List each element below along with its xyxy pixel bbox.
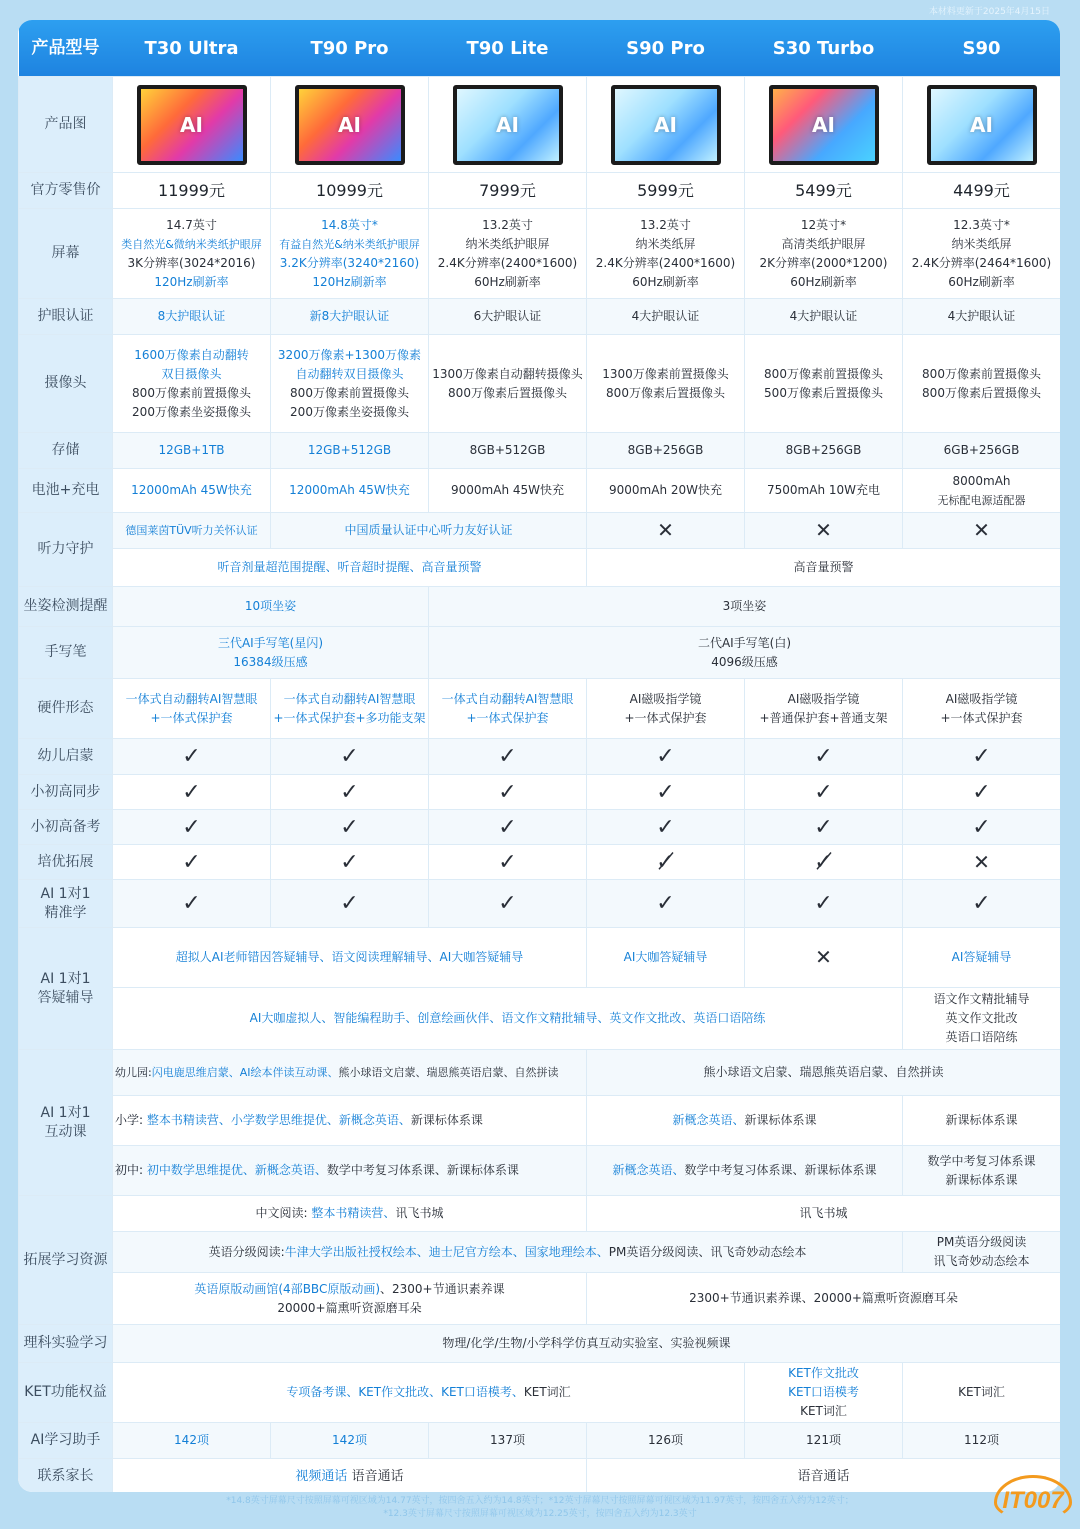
check-mark: ✓ xyxy=(745,739,903,775)
eye-cert-cell: 4大护眼认证 xyxy=(587,299,745,335)
row-label-screen: 屏幕 xyxy=(19,209,113,299)
posture-row xyxy=(19,587,1061,627)
row-label-eye: 护眼认证 xyxy=(19,299,113,335)
form-cell: AI磁吸指学镜 +一体式保护套 xyxy=(903,679,1061,739)
row-label-sync: 小初高同步 xyxy=(19,775,113,810)
camera-row xyxy=(19,335,1061,433)
row-label-ket: KET功能权益 xyxy=(19,1363,113,1423)
update-note: 本材料更新于2025年4月15日 xyxy=(928,7,1050,17)
check-mark: ✓ xyxy=(745,810,903,845)
spec-comparison-card xyxy=(18,20,1060,1492)
resources-chinese-a: 中文阅读: 整本书精读营、讯飞书城 xyxy=(113,1196,587,1232)
camera-cell: 800万像素前置摄像头 500万像素后置摄像头 xyxy=(745,335,903,433)
tablet-image: AI xyxy=(769,85,879,165)
row-label-price: 官方零售价 xyxy=(19,173,113,209)
check-mark: ✓ xyxy=(429,880,587,928)
price-cell: 4499元 xyxy=(903,173,1061,209)
battery-cell: 12000mAh 45W快充 xyxy=(113,469,271,513)
check-mark: ✓ xyxy=(903,810,1061,845)
price-cell: 10999元 xyxy=(271,173,429,209)
check-mark: ✓ xyxy=(903,739,1061,775)
screen-cell: 14.7英寸 类自然光&微纳米类纸护眼屏 3K分辨率(3024*2016) 120Hz刷新率 xyxy=(113,209,271,299)
hearing-alert-b: 高音量预警 xyxy=(587,549,1061,587)
battery-cell: 9000mAh 45W快充 xyxy=(429,469,587,513)
storage-row xyxy=(19,433,1061,469)
check-mark: ✓ xyxy=(271,739,429,775)
ai-class-row-3 xyxy=(19,1146,1061,1196)
resources-english-a: 英语分级阅读:牛津大学出版社授权绘本、迪士尼官方绘本、国家地理绘本、PM英语分级阅读、讯飞奇妙动态绘本 xyxy=(113,1232,903,1273)
ai-qa-row-1 xyxy=(19,928,1061,988)
tablet-image: AI xyxy=(295,85,405,165)
check-mark: ✓ xyxy=(745,775,903,810)
ai-class-row-1 xyxy=(19,1050,1061,1096)
model-label: 产品型号 xyxy=(19,20,113,77)
ket-row xyxy=(19,1363,1061,1423)
eye-cert-cell: 6大护眼认证 xyxy=(429,299,587,335)
storage-cell: 12GB+1TB xyxy=(113,433,271,469)
row-label-battery: 电池+充电 xyxy=(19,469,113,513)
ket-a: 专项备考课、KET作文批改、KET口语模考、KET词汇 xyxy=(113,1363,745,1423)
row-label-extend: 培优拓展 xyxy=(19,845,113,880)
cross-mark: ✕ xyxy=(745,928,903,988)
resources-english-b: PM英语分级阅读 讯飞奇妙动态绘本 xyxy=(903,1232,1061,1273)
extend-row xyxy=(19,845,1061,880)
spec-table xyxy=(18,20,1060,1492)
ai-class-primary-a: 小学: 整本书精读营、小学数学思维提优、新概念英语、新课标体系课 xyxy=(113,1096,587,1146)
camera-cell: 1600万像素自动翻转 双目摄像头 800万像素前置摄像头 200万像素坐姿摄像头 xyxy=(113,335,271,433)
partial-check-mark: ✓̸ xyxy=(587,845,745,880)
check-mark: ✓ xyxy=(429,775,587,810)
resources-row-1 xyxy=(19,1196,1061,1232)
header-row xyxy=(19,20,1061,77)
ai-qa-b: AI大咖答疑辅导 xyxy=(587,928,745,988)
check-mark: ✓ xyxy=(429,739,587,775)
row-label-hearing: 听力守护 xyxy=(19,513,113,587)
row-label-form: 硬件形态 xyxy=(19,679,113,739)
science-cell: 物理/化学/生物/小学科学仿真互动实验室、实验视频课 xyxy=(113,1325,1061,1363)
check-mark: ✓ xyxy=(587,775,745,810)
product-image-cell xyxy=(745,77,903,173)
check-mark: ✓ xyxy=(271,845,429,880)
screen-cell: 14.8英寸* 有益自然光&纳米类纸护眼屏 3.2K分辨率(3240*2160) 120Hz刷新率 xyxy=(271,209,429,299)
ai-class-kinder-a: 幼儿园:闪电鹿思维启蒙、AI绘本伴读互动课、熊小球语文启蒙、瑞恩熊英语启蒙、自然拼读 xyxy=(113,1050,587,1096)
resources-chinese-b: 讯飞书城 xyxy=(587,1196,1061,1232)
eye-cert-cell: 新8大护眼认证 xyxy=(271,299,429,335)
assistant-cell: 126项 xyxy=(587,1423,745,1459)
screen-row xyxy=(19,209,1061,299)
price-cell: 11999元 xyxy=(113,173,271,209)
ai-qa-c: AI答疑辅导 xyxy=(903,928,1061,988)
assistant-cell: 142项 xyxy=(271,1423,429,1459)
battery-row xyxy=(19,469,1061,513)
check-mark: ✓ xyxy=(113,880,271,928)
check-mark: ✓ xyxy=(903,775,1061,810)
ai-class-middle-c: 数学中考复习体系课 新课标体系课 xyxy=(903,1146,1061,1196)
exam-row xyxy=(19,810,1061,845)
camera-cell: 1300万像素前置摄像头 800万像素后置摄像头 xyxy=(587,335,745,433)
posture-b: 3项坐姿 xyxy=(429,587,1061,627)
tablet-image: AI xyxy=(927,85,1037,165)
check-mark: ✓ xyxy=(587,810,745,845)
row-label-pen: 手写笔 xyxy=(19,627,113,679)
check-mark: ✓ xyxy=(587,739,745,775)
check-mark: ✓ xyxy=(271,775,429,810)
ai-class-primary-c: 新课标体系课 xyxy=(903,1096,1061,1146)
pen-b: 二代AI手写笔(白) 4096级压感 xyxy=(429,627,1061,679)
ai-qa-row-2 xyxy=(19,988,1061,1050)
eye-cert-cell: 8大护眼认证 xyxy=(113,299,271,335)
price-cell: 5499元 xyxy=(745,173,903,209)
posture-a: 10项坐姿 xyxy=(113,587,429,627)
early-row xyxy=(19,739,1061,775)
resources-video-b: 2300+节通识素养课、20000+篇熏听资源磨耳朵 xyxy=(587,1273,1061,1325)
screen-cell: 12英寸* 高清类纸护眼屏 2K分辨率(2000*1200) 60Hz刷新率 xyxy=(745,209,903,299)
form-cell: 一体式自动翻转AI智慧眼 +一体式保护套+多功能支架 xyxy=(271,679,429,739)
ai-class-row-2 xyxy=(19,1096,1061,1146)
storage-cell: 8GB+256GB xyxy=(745,433,903,469)
hearing-row-2 xyxy=(19,549,1061,587)
row-label-image: 产品图 xyxy=(19,77,113,173)
price-cell: 5999元 xyxy=(587,173,745,209)
form-cell: AI磁吸指学镜 +一体式保护套 xyxy=(587,679,745,739)
storage-cell: 6GB+256GB xyxy=(903,433,1061,469)
ket-c: KET词汇 xyxy=(903,1363,1061,1423)
ai-qa-a: 超拟人AI老师错因答疑辅导、语文阅读理解辅导、AI大咖答疑辅导 xyxy=(113,928,587,988)
row-label-early: 幼儿启蒙 xyxy=(19,739,113,775)
assistant-cell: 121项 xyxy=(745,1423,903,1459)
row-label-posture: 坐姿检测提醒 xyxy=(19,587,113,627)
check-mark: ✓ xyxy=(429,810,587,845)
check-mark: ✓ xyxy=(271,810,429,845)
resources-row-2 xyxy=(19,1232,1061,1273)
camera-cell: 800万像素前置摄像头 800万像素后置摄像头 xyxy=(903,335,1061,433)
model-s90: S90 xyxy=(903,20,1061,77)
it007-logo: IT007 xyxy=(994,1475,1072,1521)
partial-check-mark: ✓̸ xyxy=(745,845,903,880)
ket-b: KET作文批改 KET口语模考 KET词汇 xyxy=(745,1363,903,1423)
assistant-cell: 142项 xyxy=(113,1423,271,1459)
row-label-ai-class: AI 1对1 互动课 xyxy=(19,1050,113,1196)
cross-mark: ✕ xyxy=(745,513,903,549)
check-mark: ✓ xyxy=(113,810,271,845)
ai-qa-d: AI大咖虚拟人、智能编程助手、创意绘画伙伴、语文作文精批辅导、英文作文批改、英语口语陪练 xyxy=(113,988,903,1050)
form-row xyxy=(19,679,1061,739)
pen-row xyxy=(19,627,1061,679)
tablet-image: AI xyxy=(453,85,563,165)
screen-cell: 13.2英寸 纳米类纸屏 2.4K分辨率(2400*1600) 60Hz刷新率 xyxy=(587,209,745,299)
hearing-row-1 xyxy=(19,513,1061,549)
ai-class-middle-a: 初中: 初中数学思维提优、新概念英语、数学中考复习体系课、新课标体系课 xyxy=(113,1146,587,1196)
camera-cell: 1300万像素自动翻转摄像头 800万像素后置摄像头 xyxy=(429,335,587,433)
eye-cert-cell: 4大护眼认证 xyxy=(903,299,1061,335)
pen-a: 三代AI手写笔(星闪) 16384级压感 xyxy=(113,627,429,679)
battery-cell: 12000mAh 45W快充 xyxy=(271,469,429,513)
storage-cell: 12GB+512GB xyxy=(271,433,429,469)
contact-b: 语音通话 xyxy=(587,1459,1061,1493)
product-image-cell xyxy=(903,77,1061,173)
row-label-ai-qa: AI 1对1 答疑辅导 xyxy=(19,928,113,1050)
form-cell: AI磁吸指学镜 +普通保护套+普通支架 xyxy=(745,679,903,739)
cross-mark: ✕ xyxy=(903,845,1061,880)
battery-cell: 7500mAh 10W充电 xyxy=(745,469,903,513)
hearing-cert-a: 德国莱茵TÜV听力关怀认证 xyxy=(113,513,271,549)
image-row xyxy=(19,77,1061,173)
price-cell: 7999元 xyxy=(429,173,587,209)
assistant-cell: 137项 xyxy=(429,1423,587,1459)
hearing-alert-a: 听音剂量超范围提醒、听音超时提醒、高音量预警 xyxy=(113,549,587,587)
row-label-exam: 小初高备考 xyxy=(19,810,113,845)
ai-class-kinder-b: 熊小球语文启蒙、瑞恩熊英语启蒙、自然拼读 xyxy=(587,1050,1061,1096)
model-s30-turbo: S30 Turbo xyxy=(745,20,903,77)
check-mark: ✓ xyxy=(113,775,271,810)
model-t90-pro: T90 Pro xyxy=(271,20,429,77)
tablet-image: AI xyxy=(611,85,721,165)
battery-cell: 9000mAh 20W快充 xyxy=(587,469,745,513)
assistant-row xyxy=(19,1423,1061,1459)
check-mark: ✓ xyxy=(903,880,1061,928)
science-row xyxy=(19,1325,1061,1363)
row-label-ai-learn: AI 1对1 精准学 xyxy=(19,880,113,928)
assistant-cell: 112项 xyxy=(903,1423,1061,1459)
product-image-cell xyxy=(113,77,271,173)
product-image-cell xyxy=(271,77,429,173)
ai-class-primary-b: 新概念英语、新课标体系课 xyxy=(587,1096,903,1146)
form-cell: 一体式自动翻转AI智慧眼 +一体式保护套 xyxy=(429,679,587,739)
ai-learn-row xyxy=(19,880,1061,928)
storage-cell: 8GB+256GB xyxy=(587,433,745,469)
tablet-image: AI xyxy=(137,85,247,165)
resources-video-a: 英语原版动画馆(4部BBC原版动画)、2300+节通识素养课 20000+篇熏听资源磨耳朵 xyxy=(113,1273,587,1325)
contact-row xyxy=(19,1459,1061,1493)
ai-class-middle-b: 新概念英语、数学中考复习体系课、新课标体系课 xyxy=(587,1146,903,1196)
check-mark: ✓ xyxy=(113,845,271,880)
eye-cert-row xyxy=(19,299,1061,335)
cross-mark: ✕ xyxy=(587,513,745,549)
cross-mark: ✕ xyxy=(903,513,1061,549)
model-t30-ultra: T30 Ultra xyxy=(113,20,271,77)
check-mark: ✓ xyxy=(587,880,745,928)
storage-cell: 8GB+512GB xyxy=(429,433,587,469)
price-row xyxy=(19,173,1061,209)
product-image-cell xyxy=(429,77,587,173)
eye-cert-cell: 4大护眼认证 xyxy=(745,299,903,335)
sync-row xyxy=(19,775,1061,810)
row-label-storage: 存储 xyxy=(19,433,113,469)
row-label-contact: 联系家长 xyxy=(19,1459,113,1493)
resources-row-3 xyxy=(19,1273,1061,1325)
screen-cell: 12.3英寸* 纳米类纸屏 2.4K分辨率(2464*1600) 60Hz刷新率 xyxy=(903,209,1061,299)
ai-qa-e: 语文作文精批辅导 英文作文批改 英语口语陪练 xyxy=(903,988,1061,1050)
check-mark: ✓ xyxy=(745,880,903,928)
row-label-science: 理科实验学习 xyxy=(19,1325,113,1363)
check-mark: ✓ xyxy=(113,739,271,775)
contact-a: 视频通话 语音通话 xyxy=(113,1459,587,1493)
product-image-cell xyxy=(587,77,745,173)
camera-cell: 3200万像素+1300万像素 自动翻转双目摄像头 800万像素前置摄像头 200万像素坐姿摄像头 xyxy=(271,335,429,433)
row-label-resources: 拓展学习资源 xyxy=(19,1196,113,1325)
check-mark: ✓ xyxy=(429,845,587,880)
check-mark: ✓ xyxy=(271,880,429,928)
battery-cell: 8000mAh 无标配电源适配器 xyxy=(903,469,1061,513)
row-label-camera: 摄像头 xyxy=(19,335,113,433)
screen-cell: 13.2英寸 纳米类纸护眼屏 2.4K分辨率(2400*1600) 60Hz刷新率 xyxy=(429,209,587,299)
footnote: *14.8英寸屏幕尺寸按照屏幕可视区域为14.77英寸，按四舍五入约为14.8英寸；*12英寸屏幕尺寸按照屏幕可视区域为11.97英寸，按四舍五入约为12英寸； *12.3英寸屏幕尺寸按照屏幕可视区域为12.25英寸，按四舍五入约为12.3英寸 xyxy=(226,1496,854,1519)
form-cell: 一体式自动翻转AI智慧眼 +一体式保护套 xyxy=(113,679,271,739)
model-s90-pro: S90 Pro xyxy=(587,20,745,77)
model-t90-lite: T90 Lite xyxy=(429,20,587,77)
row-label-assistant: AI学习助手 xyxy=(19,1423,113,1459)
hearing-cert-b: 中国质量认证中心听力友好认证 xyxy=(271,513,587,549)
